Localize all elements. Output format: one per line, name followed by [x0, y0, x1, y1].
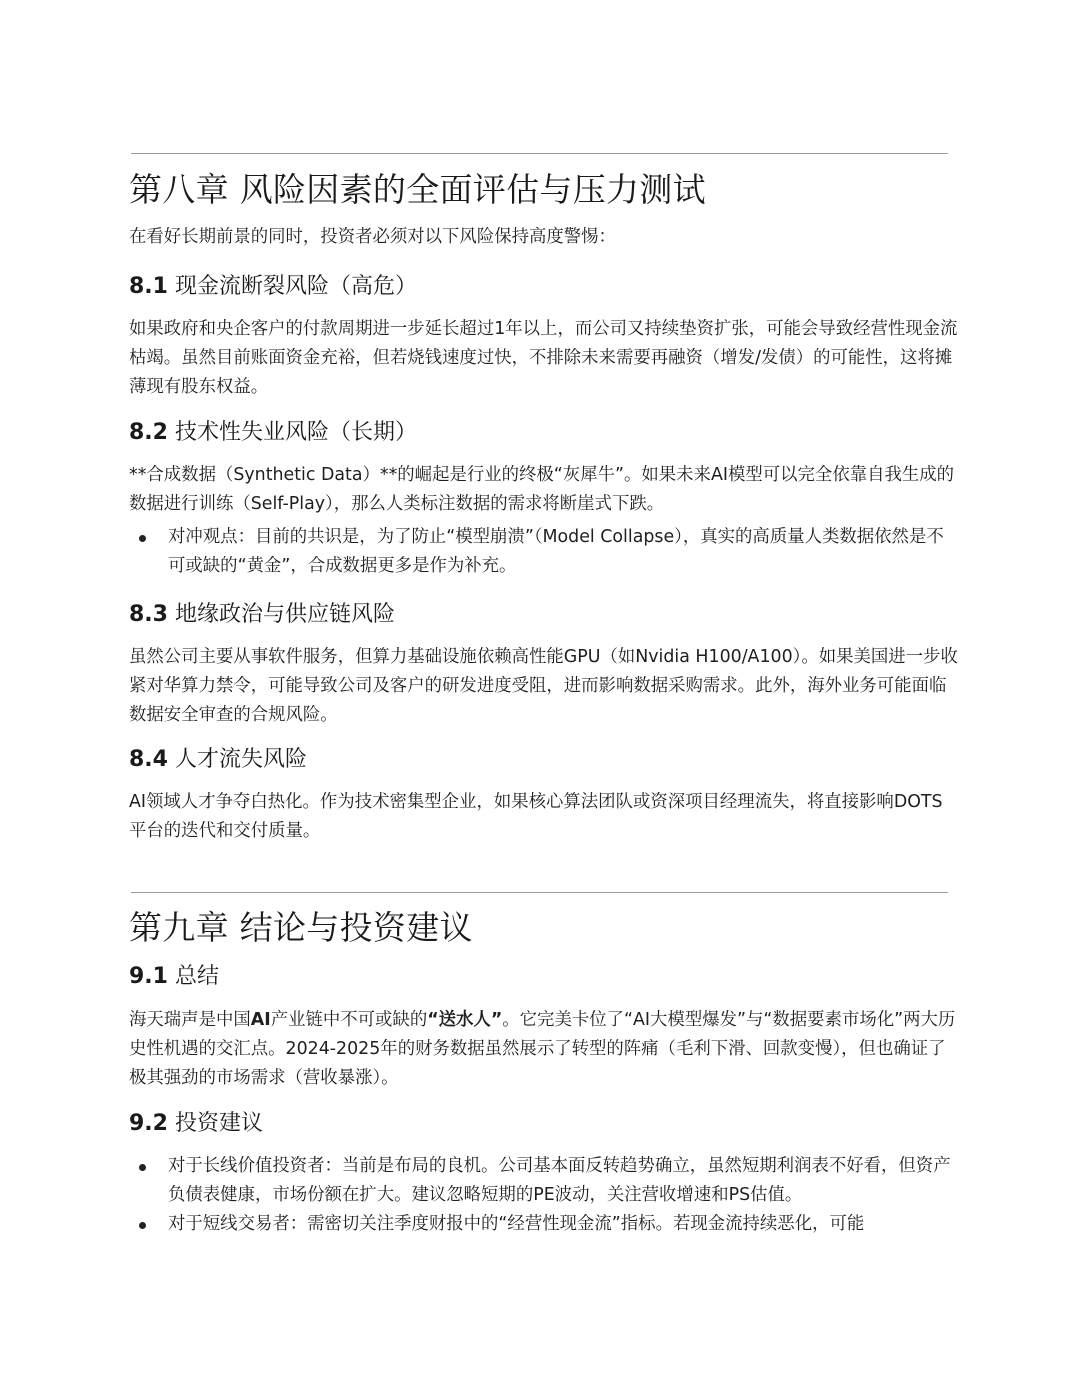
list-item-text: 对于长线价值投资者：当前是布局的良机。公司基本面反转趋势确立，虽然短期利润表不好看，但资产负债表健康，市场份额在扩大。建议忽略短期的PE波动，关注营收增速和PS估值。: [168, 1156, 951, 1205]
summary-text-e: 。它完美卡位了“AI大模型爆发”与“数据要素市场化”两大历史性机遇的交汇点。2024-2025年的财务数据虽然展示了转型的阵痛（毛利下滑、回款变慢），但也确证了极其强劲的市场需求（营收暴涨）。: [129, 1010, 956, 1088]
list-item-text: 对于短线交易者：需密切关注季度财报中的“经营性现金流”指标。若现金流持续恶化，可能: [168, 1214, 865, 1234]
section-number: 9.2: [129, 1111, 168, 1136]
section-8-3-heading: [129, 600, 395, 630]
section-9-2-bullets: [129, 1152, 959, 1239]
bullet-icon: [139, 535, 146, 542]
chapter8-divider: [131, 153, 948, 154]
section-8-4-body: AI领域人才争夺白热化。作为技术密集型企业，如果核心算法团队或资深项目经理流失，将直接影响DOTS平台的迭代和交付质量。: [129, 792, 943, 841]
section-title: 地缘政治与供应链风险: [167, 602, 395, 627]
section-8-2-heading: [129, 418, 417, 448]
section-8-2-body: **合成数据（Synthetic Data）**的崛起是行业的终极“灰犀牛”。如果未来AI模型可以完全依靠自我生成的数据进行训练（Self-Play），那么人类标注数据的需求将断崖式下跌。: [129, 465, 955, 514]
section-9-1-body: [129, 1006, 959, 1093]
chapter9-title: 第九章 结论与投资建议: [129, 908, 473, 947]
chapter8-title: 第八章 风险因素的全面评估与压力测试: [129, 170, 706, 209]
section-title: 投资建议: [167, 1111, 263, 1136]
bullet-icon: [139, 1164, 146, 1171]
section-title: 现金流断裂风险（高危）: [167, 274, 417, 299]
section-number: 8.4: [129, 747, 168, 772]
chapter8-intro: 在看好长期前景的同时，投资者必须对以下风险保持高度警惕：: [129, 227, 616, 247]
summary-text-a: 海天瑞声是中国: [129, 1010, 251, 1030]
section-number: 8.2: [129, 420, 168, 445]
section-8-1-heading: [129, 272, 417, 302]
section-9-1-heading: [129, 962, 219, 992]
list-item: [129, 523, 959, 581]
section-9-2-heading: [129, 1109, 263, 1139]
summary-text-c: 产业链中不可或缺的: [270, 1010, 428, 1030]
section-number: 9.1: [129, 964, 168, 989]
list-item: [129, 1152, 959, 1210]
section-8-1-body: 如果政府和央企客户的付款周期进一步延长超过1年以上，而公司又持续垫资扩张，可能会导致经营性现金流枯竭。虽然目前账面资金充裕，但若烧钱速度过快，不排除未来需要再融资（增发/发债）的可能性，这将摊薄现有股东权益。: [129, 319, 958, 397]
section-8-4-heading: [129, 745, 307, 775]
section-title: 总结: [167, 964, 219, 989]
list-item-text: 对冲观点：目前的共识是，为了防止“模型崩溃”（Model Collapse），真实的高质量人类数据依然是不可或缺的“黄金”，合成数据更多是作为补充。: [168, 527, 944, 576]
summary-bold-ai: AI: [250, 1010, 271, 1030]
list-item: [129, 1210, 959, 1239]
summary-bold-water: “送水人”: [427, 1010, 503, 1030]
bullet-icon: [139, 1222, 146, 1229]
section-8-2-bullets: [129, 523, 959, 581]
section-number: 8.1: [129, 274, 168, 299]
chapter9-divider: [131, 892, 948, 893]
section-number: 8.3: [129, 602, 168, 627]
section-title: 技术性失业风险（长期）: [167, 420, 417, 445]
section-8-3-body: 虽然公司主要从事软件服务，但算力基础设施依赖高性能GPU（如Nvidia H100/A100）。如果美国进一步收紧对华算力禁令，可能导致公司及客户的研发进度受阻，进而影响数据采购需求。此外，海外业务可能面临数据安全审查的合规风险。: [129, 647, 958, 725]
section-title: 人才流失风险: [167, 747, 307, 772]
